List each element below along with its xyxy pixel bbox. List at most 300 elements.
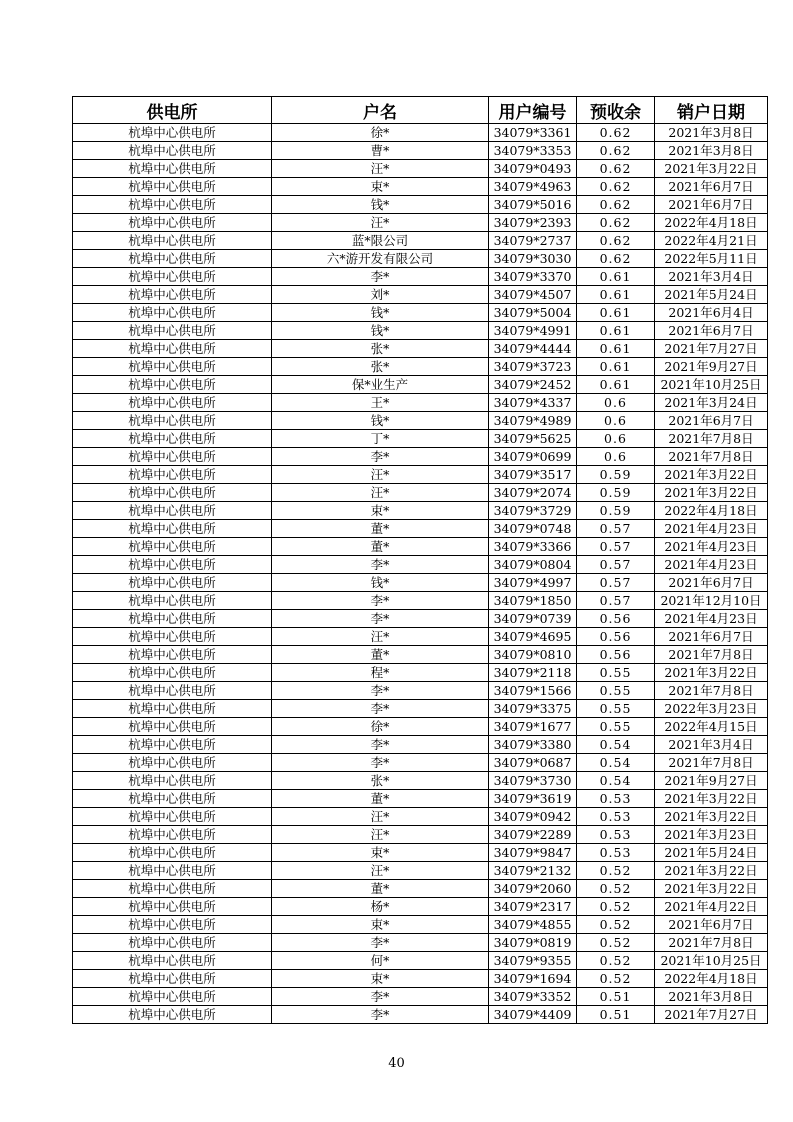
cell-account-name: 六*游开发有限公司 xyxy=(272,250,489,268)
cell-closure-date: 2021年3月8日 xyxy=(655,142,768,160)
table-body xyxy=(73,124,768,1024)
cell-account-name: 徐* xyxy=(272,718,489,736)
cell-supply-station: 杭埠中心供电所 xyxy=(73,664,272,682)
header-user-number: 用户编号 xyxy=(489,97,577,124)
cell-supply-station: 杭埠中心供电所 xyxy=(73,736,272,754)
cell-closure-date: 2021年3月22日 xyxy=(655,484,768,502)
cell-closure-date: 2021年6月7日 xyxy=(655,628,768,646)
cell-user-number: 34079*4997 xyxy=(489,574,577,592)
cell-prepaid-balance: 0.59 xyxy=(577,502,655,520)
cell-supply-station: 杭埠中心供电所 xyxy=(73,826,272,844)
cell-prepaid-balance: 0.61 xyxy=(577,286,655,304)
table-row xyxy=(73,772,768,790)
cell-account-name: 汪* xyxy=(272,214,489,232)
cell-supply-station: 杭埠中心供电所 xyxy=(73,448,272,466)
cell-closure-date: 2021年4月23日 xyxy=(655,610,768,628)
table-row xyxy=(73,844,768,862)
cell-supply-station: 杭埠中心供电所 xyxy=(73,610,272,628)
cell-supply-station: 杭埠中心供电所 xyxy=(73,988,272,1006)
cell-supply-station: 杭埠中心供电所 xyxy=(73,376,272,394)
cell-closure-date: 2022年4月21日 xyxy=(655,232,768,250)
table-row xyxy=(73,718,768,736)
cell-closure-date: 2022年4月18日 xyxy=(655,502,768,520)
cell-prepaid-balance: 0.61 xyxy=(577,376,655,394)
table-row xyxy=(73,250,768,268)
table-row xyxy=(73,592,768,610)
cell-user-number: 34079*4444 xyxy=(489,340,577,358)
table-row xyxy=(73,160,768,178)
cell-closure-date: 2021年3月22日 xyxy=(655,808,768,826)
cell-prepaid-balance: 0.61 xyxy=(577,268,655,286)
cell-user-number: 34079*9847 xyxy=(489,844,577,862)
cell-closure-date: 2021年4月23日 xyxy=(655,520,768,538)
cell-supply-station: 杭埠中心供电所 xyxy=(73,268,272,286)
cell-supply-station: 杭埠中心供电所 xyxy=(73,232,272,250)
cell-account-name: 李* xyxy=(272,934,489,952)
cell-account-name: 曹* xyxy=(272,142,489,160)
cell-supply-station: 杭埠中心供电所 xyxy=(73,844,272,862)
cell-prepaid-balance: 0.62 xyxy=(577,160,655,178)
cell-account-name: 李* xyxy=(272,592,489,610)
cell-prepaid-balance: 0.59 xyxy=(577,466,655,484)
cell-user-number: 34079*3352 xyxy=(489,988,577,1006)
cell-user-number: 34079*2289 xyxy=(489,826,577,844)
cell-closure-date: 2021年6月7日 xyxy=(655,574,768,592)
cell-user-number: 34079*2074 xyxy=(489,484,577,502)
cell-prepaid-balance: 0.6 xyxy=(577,448,655,466)
cell-user-number: 34079*0810 xyxy=(489,646,577,664)
cell-account-name: 李* xyxy=(272,1006,489,1024)
cell-supply-station: 杭埠中心供电所 xyxy=(73,466,272,484)
cell-closure-date: 2021年3月4日 xyxy=(655,736,768,754)
cell-account-name: 汪* xyxy=(272,484,489,502)
cell-user-number: 34079*3729 xyxy=(489,502,577,520)
cell-user-number: 34079*2060 xyxy=(489,880,577,898)
cell-prepaid-balance: 0.62 xyxy=(577,124,655,142)
cell-account-name: 董* xyxy=(272,538,489,556)
cell-user-number: 34079*0942 xyxy=(489,808,577,826)
cell-supply-station: 杭埠中心供电所 xyxy=(73,412,272,430)
cell-closure-date: 2022年3月23日 xyxy=(655,700,768,718)
cell-user-number: 34079*3361 xyxy=(489,124,577,142)
header-supply-station: 供电所 xyxy=(73,97,272,124)
cell-user-number: 34079*2393 xyxy=(489,214,577,232)
cell-user-number: 34079*4507 xyxy=(489,286,577,304)
cell-user-number: 34079*4409 xyxy=(489,1006,577,1024)
cell-supply-station: 杭埠中心供电所 xyxy=(73,682,272,700)
cell-prepaid-balance: 0.52 xyxy=(577,862,655,880)
table-row xyxy=(73,880,768,898)
cell-supply-station: 杭埠中心供电所 xyxy=(73,862,272,880)
cell-closure-date: 2021年3月22日 xyxy=(655,880,768,898)
cell-prepaid-balance: 0.57 xyxy=(577,574,655,592)
cell-user-number: 34079*5016 xyxy=(489,196,577,214)
cell-user-number: 34079*0748 xyxy=(489,520,577,538)
cell-supply-station: 杭埠中心供电所 xyxy=(73,934,272,952)
cell-user-number: 34079*0699 xyxy=(489,448,577,466)
cell-supply-station: 杭埠中心供电所 xyxy=(73,1006,272,1024)
cell-account-name: 汪* xyxy=(272,808,489,826)
cell-user-number: 34079*4963 xyxy=(489,178,577,196)
cell-account-name: 保*业生产 xyxy=(272,376,489,394)
cell-supply-station: 杭埠中心供电所 xyxy=(73,502,272,520)
cell-closure-date: 2021年6月7日 xyxy=(655,322,768,340)
cell-account-name: 刘* xyxy=(272,286,489,304)
cell-prepaid-balance: 0.55 xyxy=(577,718,655,736)
cell-account-name: 钱* xyxy=(272,574,489,592)
cell-closure-date: 2021年3月23日 xyxy=(655,826,768,844)
table-row xyxy=(73,520,768,538)
cell-closure-date: 2022年4月18日 xyxy=(655,970,768,988)
cell-prepaid-balance: 0.61 xyxy=(577,358,655,376)
cell-prepaid-balance: 0.57 xyxy=(577,520,655,538)
cell-account-name: 汪* xyxy=(272,160,489,178)
cell-account-name: 束* xyxy=(272,970,489,988)
cell-prepaid-balance: 0.57 xyxy=(577,556,655,574)
cell-closure-date: 2021年9月27日 xyxy=(655,358,768,376)
cell-supply-station: 杭埠中心供电所 xyxy=(73,574,272,592)
cell-user-number: 34079*2317 xyxy=(489,898,577,916)
cell-account-name: 束* xyxy=(272,502,489,520)
cell-prepaid-balance: 0.62 xyxy=(577,232,655,250)
cell-supply-station: 杭埠中心供电所 xyxy=(73,196,272,214)
table-row xyxy=(73,682,768,700)
cell-account-name: 张* xyxy=(272,772,489,790)
cell-closure-date: 2021年10月25日 xyxy=(655,376,768,394)
cell-user-number: 34079*3030 xyxy=(489,250,577,268)
cell-closure-date: 2021年7月8日 xyxy=(655,430,768,448)
cell-user-number: 34079*0804 xyxy=(489,556,577,574)
cell-supply-station: 杭埠中心供电所 xyxy=(73,754,272,772)
cell-account-name: 李* xyxy=(272,754,489,772)
cell-closure-date: 2021年4月23日 xyxy=(655,556,768,574)
cell-prepaid-balance: 0.6 xyxy=(577,394,655,412)
cell-account-name: 李* xyxy=(272,556,489,574)
cell-user-number: 34079*2737 xyxy=(489,232,577,250)
cell-supply-station: 杭埠中心供电所 xyxy=(73,304,272,322)
cell-account-name: 汪* xyxy=(272,466,489,484)
table-row xyxy=(73,376,768,394)
cell-account-name: 钱* xyxy=(272,304,489,322)
cell-account-name: 张* xyxy=(272,340,489,358)
cell-supply-station: 杭埠中心供电所 xyxy=(73,970,272,988)
cell-user-number: 34079*5004 xyxy=(489,304,577,322)
cell-user-number: 34079*3619 xyxy=(489,790,577,808)
cell-account-name: 束* xyxy=(272,178,489,196)
cell-user-number: 34079*4989 xyxy=(489,412,577,430)
cell-closure-date: 2022年4月18日 xyxy=(655,214,768,232)
cell-closure-date: 2021年6月7日 xyxy=(655,916,768,934)
cell-account-name: 钱* xyxy=(272,412,489,430)
cell-prepaid-balance: 0.55 xyxy=(577,700,655,718)
cell-prepaid-balance: 0.62 xyxy=(577,250,655,268)
cell-supply-station: 杭埠中心供电所 xyxy=(73,628,272,646)
cell-prepaid-balance: 0.61 xyxy=(577,322,655,340)
table-row xyxy=(73,826,768,844)
cell-user-number: 34079*3723 xyxy=(489,358,577,376)
table-row xyxy=(73,466,768,484)
table-row xyxy=(73,898,768,916)
table-row xyxy=(73,538,768,556)
cell-user-number: 34079*2132 xyxy=(489,862,577,880)
cell-supply-station: 杭埠中心供电所 xyxy=(73,358,272,376)
cell-user-number: 34079*3370 xyxy=(489,268,577,286)
cell-prepaid-balance: 0.52 xyxy=(577,952,655,970)
cell-account-name: 李* xyxy=(272,700,489,718)
table-row xyxy=(73,916,768,934)
cell-user-number: 34079*0739 xyxy=(489,610,577,628)
table-row xyxy=(73,628,768,646)
cell-user-number: 34079*4695 xyxy=(489,628,577,646)
cell-supply-station: 杭埠中心供电所 xyxy=(73,808,272,826)
cell-user-number: 34079*9355 xyxy=(489,952,577,970)
cell-prepaid-balance: 0.62 xyxy=(577,142,655,160)
cell-prepaid-balance: 0.53 xyxy=(577,844,655,862)
cell-supply-station: 杭埠中心供电所 xyxy=(73,250,272,268)
cell-account-name: 钱* xyxy=(272,322,489,340)
cell-user-number: 34079*1850 xyxy=(489,592,577,610)
cell-prepaid-balance: 0.62 xyxy=(577,196,655,214)
cell-user-number: 34079*4855 xyxy=(489,916,577,934)
cell-account-name: 丁* xyxy=(272,430,489,448)
cell-supply-station: 杭埠中心供电所 xyxy=(73,484,272,502)
cell-supply-station: 杭埠中心供电所 xyxy=(73,322,272,340)
cell-prepaid-balance: 0.54 xyxy=(577,754,655,772)
cell-closure-date: 2021年3月22日 xyxy=(655,160,768,178)
table-row xyxy=(73,646,768,664)
account-closure-table xyxy=(72,96,768,1024)
table-row xyxy=(73,142,768,160)
table-row xyxy=(73,952,768,970)
cell-prepaid-balance: 0.53 xyxy=(577,790,655,808)
cell-closure-date: 2021年3月8日 xyxy=(655,124,768,142)
cell-account-name: 李* xyxy=(272,610,489,628)
table-row xyxy=(73,970,768,988)
cell-user-number: 34079*4337 xyxy=(489,394,577,412)
cell-account-name: 董* xyxy=(272,646,489,664)
cell-prepaid-balance: 0.59 xyxy=(577,484,655,502)
table-row xyxy=(73,394,768,412)
cell-user-number: 34079*3517 xyxy=(489,466,577,484)
cell-user-number: 34079*3366 xyxy=(489,538,577,556)
header-account-name: 户名 xyxy=(272,97,489,124)
table-row xyxy=(73,610,768,628)
cell-closure-date: 2021年6月7日 xyxy=(655,196,768,214)
table-row xyxy=(73,484,768,502)
table-row xyxy=(73,736,768,754)
cell-prepaid-balance: 0.53 xyxy=(577,808,655,826)
cell-prepaid-balance: 0.55 xyxy=(577,682,655,700)
cell-supply-station: 杭埠中心供电所 xyxy=(73,124,272,142)
cell-prepaid-balance: 0.57 xyxy=(577,538,655,556)
cell-supply-station: 杭埠中心供电所 xyxy=(73,520,272,538)
table-row xyxy=(73,1006,768,1024)
cell-user-number: 34079*0819 xyxy=(489,934,577,952)
cell-user-number: 34079*1677 xyxy=(489,718,577,736)
cell-user-number: 34079*1694 xyxy=(489,970,577,988)
cell-prepaid-balance: 0.56 xyxy=(577,646,655,664)
table-row xyxy=(73,862,768,880)
cell-account-name: 束* xyxy=(272,916,489,934)
cell-account-name: 徐* xyxy=(272,124,489,142)
cell-closure-date: 2021年5月24日 xyxy=(655,286,768,304)
cell-supply-station: 杭埠中心供电所 xyxy=(73,952,272,970)
cell-supply-station: 杭埠中心供电所 xyxy=(73,898,272,916)
cell-supply-station: 杭埠中心供电所 xyxy=(73,142,272,160)
cell-user-number: 34079*3353 xyxy=(489,142,577,160)
cell-closure-date: 2021年7月8日 xyxy=(655,934,768,952)
table-row xyxy=(73,124,768,142)
table-row xyxy=(73,808,768,826)
table-row xyxy=(73,556,768,574)
cell-supply-station: 杭埠中心供电所 xyxy=(73,700,272,718)
cell-prepaid-balance: 0.55 xyxy=(577,664,655,682)
cell-prepaid-balance: 0.62 xyxy=(577,214,655,232)
cell-account-name: 蓝*限公司 xyxy=(272,232,489,250)
cell-closure-date: 2021年3月22日 xyxy=(655,790,768,808)
table-row xyxy=(73,232,768,250)
cell-supply-station: 杭埠中心供电所 xyxy=(73,286,272,304)
cell-user-number: 34079*0493 xyxy=(489,160,577,178)
cell-closure-date: 2021年7月8日 xyxy=(655,448,768,466)
cell-account-name: 张* xyxy=(272,358,489,376)
cell-prepaid-balance: 0.52 xyxy=(577,934,655,952)
cell-closure-date: 2021年9月27日 xyxy=(655,772,768,790)
cell-supply-station: 杭埠中心供电所 xyxy=(73,340,272,358)
cell-closure-date: 2021年10月25日 xyxy=(655,952,768,970)
cell-prepaid-balance: 0.54 xyxy=(577,772,655,790)
table-row xyxy=(73,700,768,718)
cell-supply-station: 杭埠中心供电所 xyxy=(73,592,272,610)
cell-closure-date: 2021年3月22日 xyxy=(655,664,768,682)
cell-supply-station: 杭埠中心供电所 xyxy=(73,772,272,790)
cell-account-name: 汪* xyxy=(272,628,489,646)
cell-prepaid-balance: 0.53 xyxy=(577,826,655,844)
cell-closure-date: 2021年7月8日 xyxy=(655,646,768,664)
cell-prepaid-balance: 0.62 xyxy=(577,178,655,196)
cell-closure-date: 2022年5月11日 xyxy=(655,250,768,268)
table-header-row xyxy=(73,97,768,124)
cell-closure-date: 2021年3月8日 xyxy=(655,988,768,1006)
cell-supply-station: 杭埠中心供电所 xyxy=(73,538,272,556)
cell-account-name: 钱* xyxy=(272,196,489,214)
table-row xyxy=(73,340,768,358)
cell-prepaid-balance: 0.61 xyxy=(577,304,655,322)
cell-prepaid-balance: 0.52 xyxy=(577,916,655,934)
cell-supply-station: 杭埠中心供电所 xyxy=(73,880,272,898)
cell-user-number: 34079*4991 xyxy=(489,322,577,340)
table-row xyxy=(73,178,768,196)
cell-prepaid-balance: 0.52 xyxy=(577,880,655,898)
cell-closure-date: 2021年3月22日 xyxy=(655,466,768,484)
table-row xyxy=(73,934,768,952)
cell-account-name: 杨* xyxy=(272,898,489,916)
cell-closure-date: 2021年7月27日 xyxy=(655,340,768,358)
table-row xyxy=(73,304,768,322)
cell-closure-date: 2021年3月4日 xyxy=(655,268,768,286)
cell-supply-station: 杭埠中心供电所 xyxy=(73,790,272,808)
cell-closure-date: 2021年7月8日 xyxy=(655,754,768,772)
cell-supply-station: 杭埠中心供电所 xyxy=(73,718,272,736)
cell-user-number: 34079*1566 xyxy=(489,682,577,700)
cell-supply-station: 杭埠中心供电所 xyxy=(73,646,272,664)
table-row xyxy=(73,358,768,376)
cell-account-name: 李* xyxy=(272,682,489,700)
cell-account-name: 董* xyxy=(272,790,489,808)
cell-closure-date: 2021年7月8日 xyxy=(655,682,768,700)
table-row xyxy=(73,988,768,1006)
table-row xyxy=(73,412,768,430)
cell-account-name: 汪* xyxy=(272,826,489,844)
cell-user-number: 34079*0687 xyxy=(489,754,577,772)
table-row xyxy=(73,268,768,286)
cell-account-name: 李* xyxy=(272,268,489,286)
cell-closure-date: 2021年6月7日 xyxy=(655,178,768,196)
cell-user-number: 34079*2118 xyxy=(489,664,577,682)
cell-account-name: 董* xyxy=(272,520,489,538)
cell-closure-date: 2021年6月7日 xyxy=(655,412,768,430)
table-row xyxy=(73,574,768,592)
table-row xyxy=(73,286,768,304)
cell-closure-date: 2022年4月15日 xyxy=(655,718,768,736)
cell-account-name: 汪* xyxy=(272,862,489,880)
table-row xyxy=(73,322,768,340)
cell-closure-date: 2021年7月27日 xyxy=(655,1006,768,1024)
cell-account-name: 李* xyxy=(272,448,489,466)
cell-closure-date: 2021年12月10日 xyxy=(655,592,768,610)
cell-supply-station: 杭埠中心供电所 xyxy=(73,160,272,178)
cell-prepaid-balance: 0.52 xyxy=(577,898,655,916)
cell-supply-station: 杭埠中心供电所 xyxy=(73,430,272,448)
table-row xyxy=(73,502,768,520)
cell-prepaid-balance: 0.6 xyxy=(577,412,655,430)
cell-supply-station: 杭埠中心供电所 xyxy=(73,556,272,574)
page-number: 40 xyxy=(388,1056,405,1071)
cell-supply-station: 杭埠中心供电所 xyxy=(73,178,272,196)
cell-supply-station: 杭埠中心供电所 xyxy=(73,394,272,412)
cell-user-number: 34079*2452 xyxy=(489,376,577,394)
cell-supply-station: 杭埠中心供电所 xyxy=(73,916,272,934)
table-row xyxy=(73,754,768,772)
cell-prepaid-balance: 0.56 xyxy=(577,610,655,628)
cell-user-number: 34079*3730 xyxy=(489,772,577,790)
header-closure-date: 销户日期 xyxy=(655,97,768,124)
table-row xyxy=(73,430,768,448)
cell-user-number: 34079*3375 xyxy=(489,700,577,718)
cell-prepaid-balance: 0.52 xyxy=(577,970,655,988)
table-row xyxy=(73,214,768,232)
table-row xyxy=(73,448,768,466)
cell-user-number: 34079*3380 xyxy=(489,736,577,754)
cell-prepaid-balance: 0.51 xyxy=(577,1006,655,1024)
cell-closure-date: 2021年4月23日 xyxy=(655,538,768,556)
cell-account-name: 束* xyxy=(272,844,489,862)
header-prepaid-balance: 预收余 xyxy=(577,97,655,124)
cell-prepaid-balance: 0.6 xyxy=(577,430,655,448)
cell-prepaid-balance: 0.57 xyxy=(577,592,655,610)
cell-account-name: 董* xyxy=(272,880,489,898)
cell-closure-date: 2021年4月22日 xyxy=(655,898,768,916)
table-row xyxy=(73,196,768,214)
cell-prepaid-balance: 0.61 xyxy=(577,340,655,358)
cell-account-name: 李* xyxy=(272,988,489,1006)
cell-supply-station: 杭埠中心供电所 xyxy=(73,214,272,232)
cell-account-name: 李* xyxy=(272,736,489,754)
cell-closure-date: 2021年3月24日 xyxy=(655,394,768,412)
cell-closure-date: 2021年3月22日 xyxy=(655,862,768,880)
cell-prepaid-balance: 0.54 xyxy=(577,736,655,754)
cell-closure-date: 2021年5月24日 xyxy=(655,844,768,862)
